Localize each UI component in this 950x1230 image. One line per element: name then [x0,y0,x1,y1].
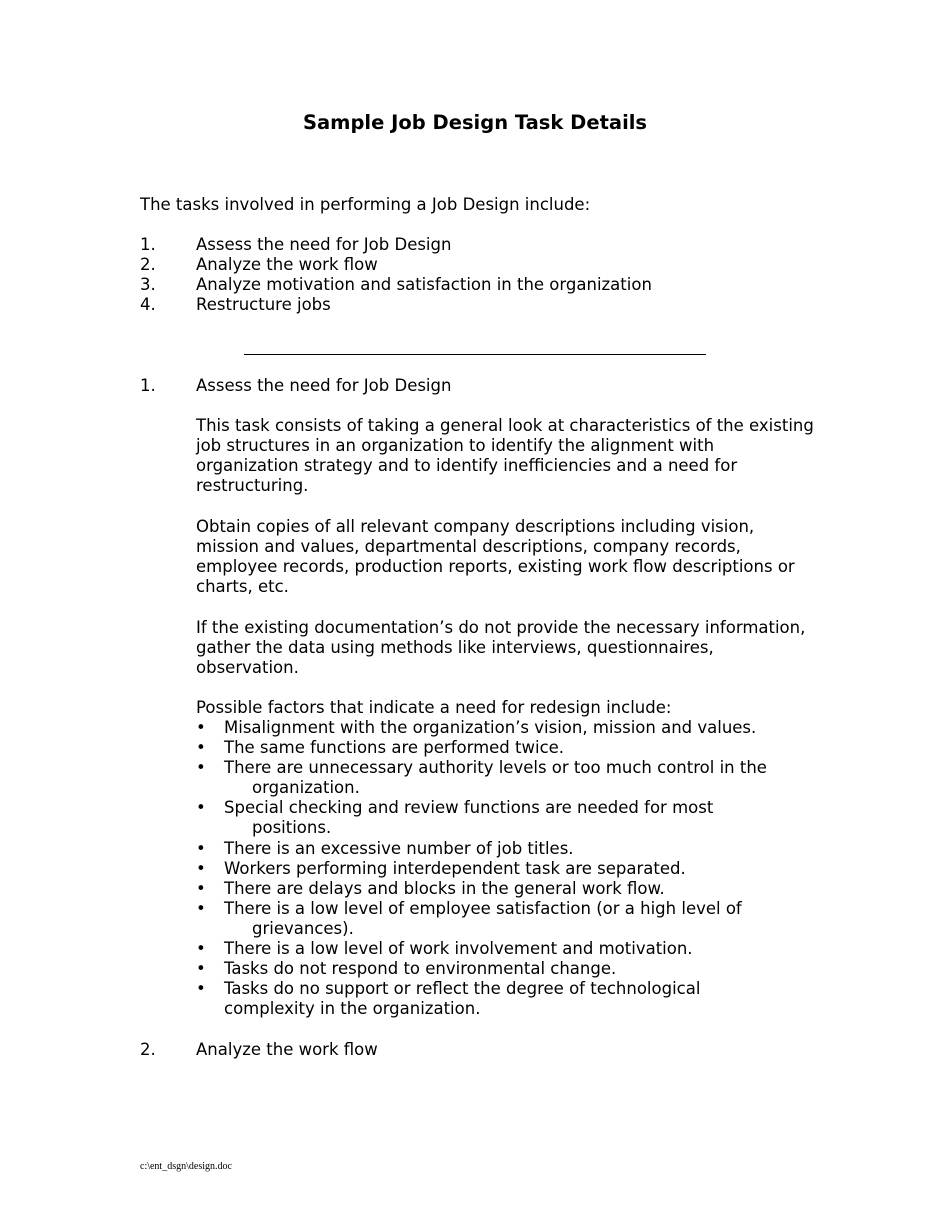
bullet-text: There is a low level of work involvement and motivation. [224,939,693,959]
bullet-icon: • [196,758,206,778]
list-number: 1. [140,235,156,254]
redesign-factors-list [196,718,816,1019]
bullet-text: Workers performing interdependent task are separated. [224,858,686,878]
bullet-text: Tasks do not respond to environmental change. [224,959,617,979]
bullet-text: There are unnecessary authority levels or too much control in the [224,758,767,778]
page-title: Sample Job Design Task Details [302,111,648,134]
section-1-heading [140,376,830,396]
bullet-icon: • [196,939,206,959]
list-item [196,738,816,758]
bullet-text-continued: positions. [252,818,332,838]
bullet-text: Tasks do no support or reflect the degree of technological [224,979,701,999]
bullet-icon: • [196,959,206,979]
section-number: 2. [140,1040,156,1059]
bullet-icon: • [196,858,206,878]
intro-text: The tasks involved in performing a Job Design include: [140,195,591,214]
bullet-icon: • [196,838,206,858]
list-item [196,798,816,838]
list-text: Analyze the work flow [196,255,378,275]
list-text: Analyze motivation and satisfaction in the organization [196,275,652,295]
bullet-icon: • [196,798,206,818]
bullet-text: The same functions are performed twice. [224,738,565,758]
bullet-text: There is an excessive number of job titles. [224,838,574,858]
list-number: 4. [140,295,156,315]
list-item [196,959,816,979]
list-item [196,758,816,798]
list-item [196,839,816,859]
bullet-icon: • [196,738,206,758]
bullet-icon: • [196,718,206,737]
list-item [196,939,816,959]
bullet-text: There is a low level of employee satisfaction (or a high level of [224,898,742,918]
list-item [196,899,816,939]
bullet-text-continued: grievances). [252,918,354,938]
list-text: Restructure jobs [196,295,331,315]
bullet-icon: • [196,979,206,999]
bullet-text: Special checking and review functions are needed for most [224,798,714,818]
list-item [196,859,816,879]
paragraph: Possible factors that indicate a need for redesign include: [196,698,672,717]
bullet-text-continued: complexity in the organization. [224,999,481,1019]
paragraph: This task consists of taking a general look at characteristics of the existing job structures in an organization to identify the alignment with organization strategy and to identify inefficiencies and a need for restructuring. [196,416,814,496]
bullet-text: There are delays and blocks in the general work flow. [224,878,665,898]
paragraph: If the existing documentation’s do not provide the necessary information, gather the data using methods like interviews, questionnaires, observation. [196,618,806,678]
section-title: Assess the need for Job Design [196,376,452,395]
paragraph: Obtain copies of all relevant company descriptions including vision, mission and values, departmental descriptions, company records, employee records, production reports, existing work flow descriptions or charts, etc. [196,517,795,597]
list-number: 3. [140,275,156,295]
section-2-heading [140,1040,830,1060]
list-item [196,979,816,1019]
footer-file-path: c:\ent_dsgn\design.doc [140,1161,232,1172]
bullet-text: Misalignment with the organization’s vision, mission and values. [224,718,757,737]
list-number: 2. [140,255,156,275]
list-item [196,879,816,899]
section-divider [244,345,706,355]
list-item [196,718,816,738]
section-number: 1. [140,376,156,395]
bullet-icon: • [196,878,206,898]
list-text: Assess the need for Job Design [196,235,452,254]
bullet-text-continued: organization. [252,778,360,798]
section-title: Analyze the work flow [196,1040,378,1059]
bullet-icon: • [196,898,206,918]
